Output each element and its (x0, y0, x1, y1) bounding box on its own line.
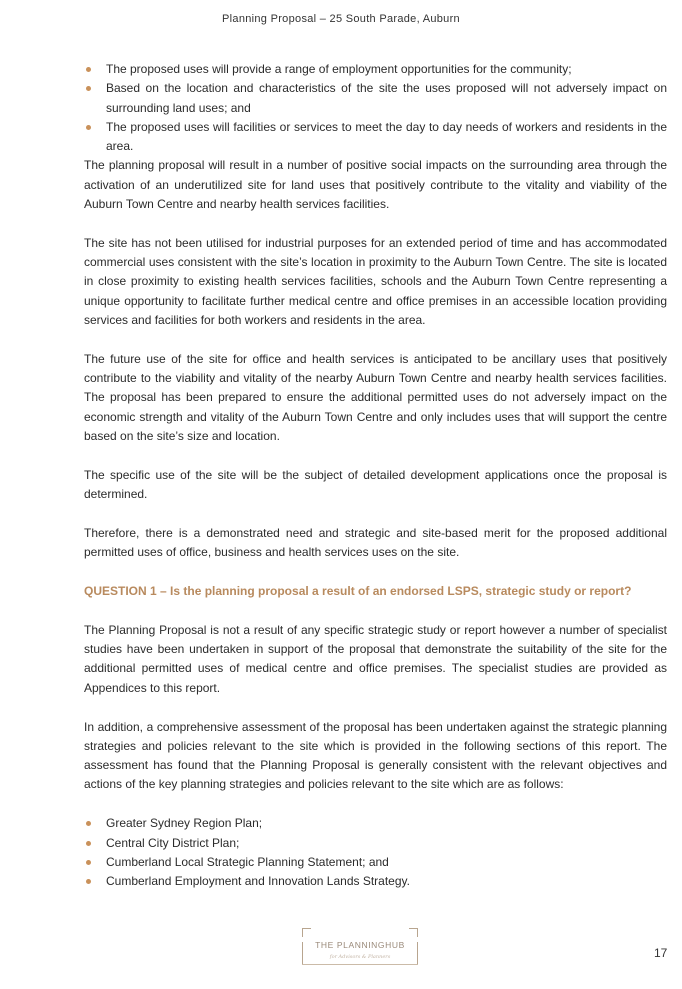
paragraph-social-impacts: The planning proposal will result in a number of positive social impacts on the surrounding area through the activation of an underutilized site for land uses that positively contribute to the vitality and viability of the Auburn Town Centre and nearby health services facilities. (84, 158, 667, 212)
paragraph-site-history: The site has not been utilised for industrial purposes for an extended period of time and has accommodated commercial uses consistent with the site’s location in proximity to the Auburn Town Centre. The site is located in close proximity to existing health services facilities, schools and the Auburn Town Centre representing a unique opportunity to facilitate further medical centre and office premises in an accessible location providing services and facilities for both workers and residents in the area. (84, 235, 667, 328)
logo-frame-bottom (302, 964, 418, 965)
page-number: 17 (654, 946, 668, 960)
logo-corner (302, 928, 311, 937)
list-item: Cumberland Employment and Innovation Lands Strategy. (84, 872, 667, 891)
list-item: Based on the location and characteristics of the site the uses proposed will not adversely impact on surrounding land uses; and (84, 79, 667, 118)
paragraph-future-use: The future use of the site for office and health services is anticipated to be ancillary uses that positively contribute to the viability and vitality of the nearby Auburn Town Centre and nearby health services facilities. The proposal has been prepared to ensure the additional permitted uses do not adversely impact on the economic strength and vitality of the Auburn Town Centre and only includes uses that will support the centre based on the site’s size and location. (84, 351, 667, 444)
paragraph-strategic-merit: Therefore, there is a demonstrated need and strategic and site-based merit for the proposed additional permitted uses of office, business and health services uses on the site. (84, 525, 667, 560)
logo-corner (409, 928, 418, 937)
page-body (84, 60, 667, 891)
list-item: Greater Sydney Region Plan; (84, 814, 667, 833)
list-item: Cumberland Local Strategic Planning Statement; and (84, 853, 667, 872)
logo-text: THE PLANNINGHUB (315, 940, 405, 950)
paragraph-answer-assessment: In addition, a comprehensive assessment of the proposal has been undertaken against the strategic planning strategies and policies relevant to the site which is provided in the following sections of this report. The assessment has found that the Planning Proposal is generally consistent with the relevant objectives and actions of the key planning strategies and policies relevant to the site which are as follows: (84, 719, 667, 792)
bullet-list-top (84, 60, 667, 156)
question-heading: QUESTION 1 – Is the planning proposal a result of an endorsed LSPS, strategic study or report? (84, 584, 632, 599)
bullet-list-strategies (84, 814, 667, 891)
paragraph-development-applications: The specific use of the site will be the subject of detailed development applications once the proposal is determined. (84, 467, 667, 502)
paragraph-answer-studies: The Planning Proposal is not a result of any specific strategic study or report however a number of specialist studies have been undertaken in support of the proposal that demonstrate the suitability of the site for the additional permitted uses of medical centre and office premises. The specialist studies are provided as Appendices to this report. (84, 622, 667, 695)
list-item: Central City District Plan; (84, 834, 667, 853)
planninghub-logo (302, 928, 418, 966)
logo-tagline: for Advisors & Planners (329, 954, 391, 960)
list-item: The proposed uses will provide a range of employment opportunities for the community; (84, 60, 667, 79)
list-item: The proposed uses will facilities or services to meet the day to day needs of workers and residents in the area. (84, 118, 667, 157)
page-header: Planning Proposal – 25 South Parade, Auburn (222, 13, 460, 25)
